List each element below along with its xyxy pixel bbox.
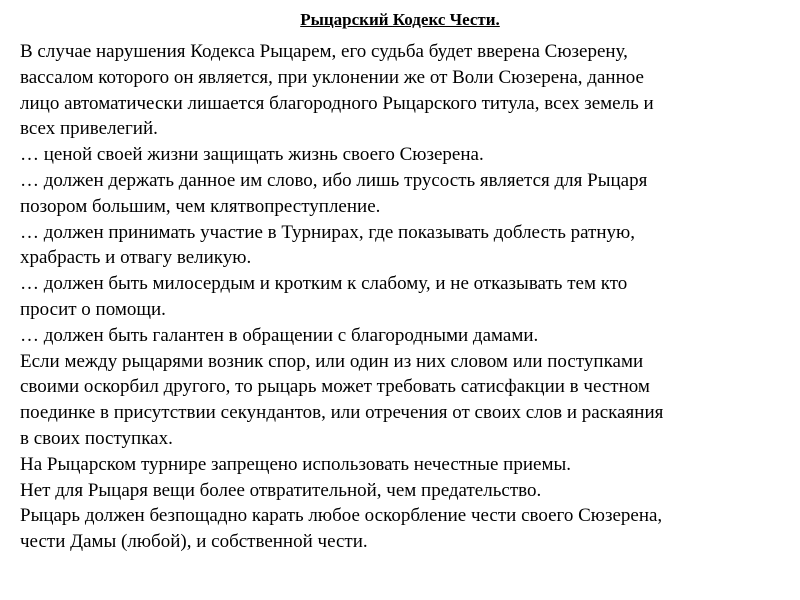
text-line: чести Дамы (любой), и собственной чести. [20,531,368,553]
text-line: своими оскорбил другого, то рыцарь может требовать сатисфакции в честном [20,376,650,398]
text-line: В случае нарушения Кодекса Рыцарем, его судьба будет вверена Сюзерену, [20,41,628,62]
text-line: … ценой своей жизни защищать жизнь своего Сюзерена. [20,144,484,166]
text-line: поединке в присутствии секундантов, или отречения от своих слов и раскаяния [20,402,664,424]
text-body [20,39,788,555]
text-line: … должен принимать участие в Турнирах, где показывать доблесть ратную, [20,221,635,243]
text-line: Если между рыцарями возник спор, или один из них словом или поступками [20,350,644,372]
text-line: … должен быть галантен в обращении с благородными дамами. [20,324,539,346]
text-line: в своих поступках. [20,427,173,449]
text-line: … должен держать данное им слово, ибо лишь трусость является для Рыцаря [20,169,648,191]
text-line: … должен быть милосердым и кротким к слабому, и не отказывать тем кто [20,273,628,295]
text-line: вассалом которого он является, при уклонении же от Воли Сюзерена, данное [20,66,644,88]
text-line: позором большим, чем клятвопреступление. [20,195,381,217]
page-title: Рыцарский Кодекс Чести. [300,10,500,29]
text-line: Рыцарь должен безпощадно карать любое оскорбление чести своего Сюзерена, [20,505,663,527]
text-line: храбрасть и отвагу великую. [20,247,252,269]
text-line: всех привелегий. [20,118,158,140]
text-line: просит о помощи. [20,298,166,320]
text-line: На Рыцарском турнире запрещено использовать нечестные приемы. [20,453,571,475]
text-line: Нет для Рыцаря вещи более отвратительной, чем предательство. [20,479,542,501]
text-line: лицо автоматически лишается благородного Рыцарского титула, всех земель и [20,92,654,114]
